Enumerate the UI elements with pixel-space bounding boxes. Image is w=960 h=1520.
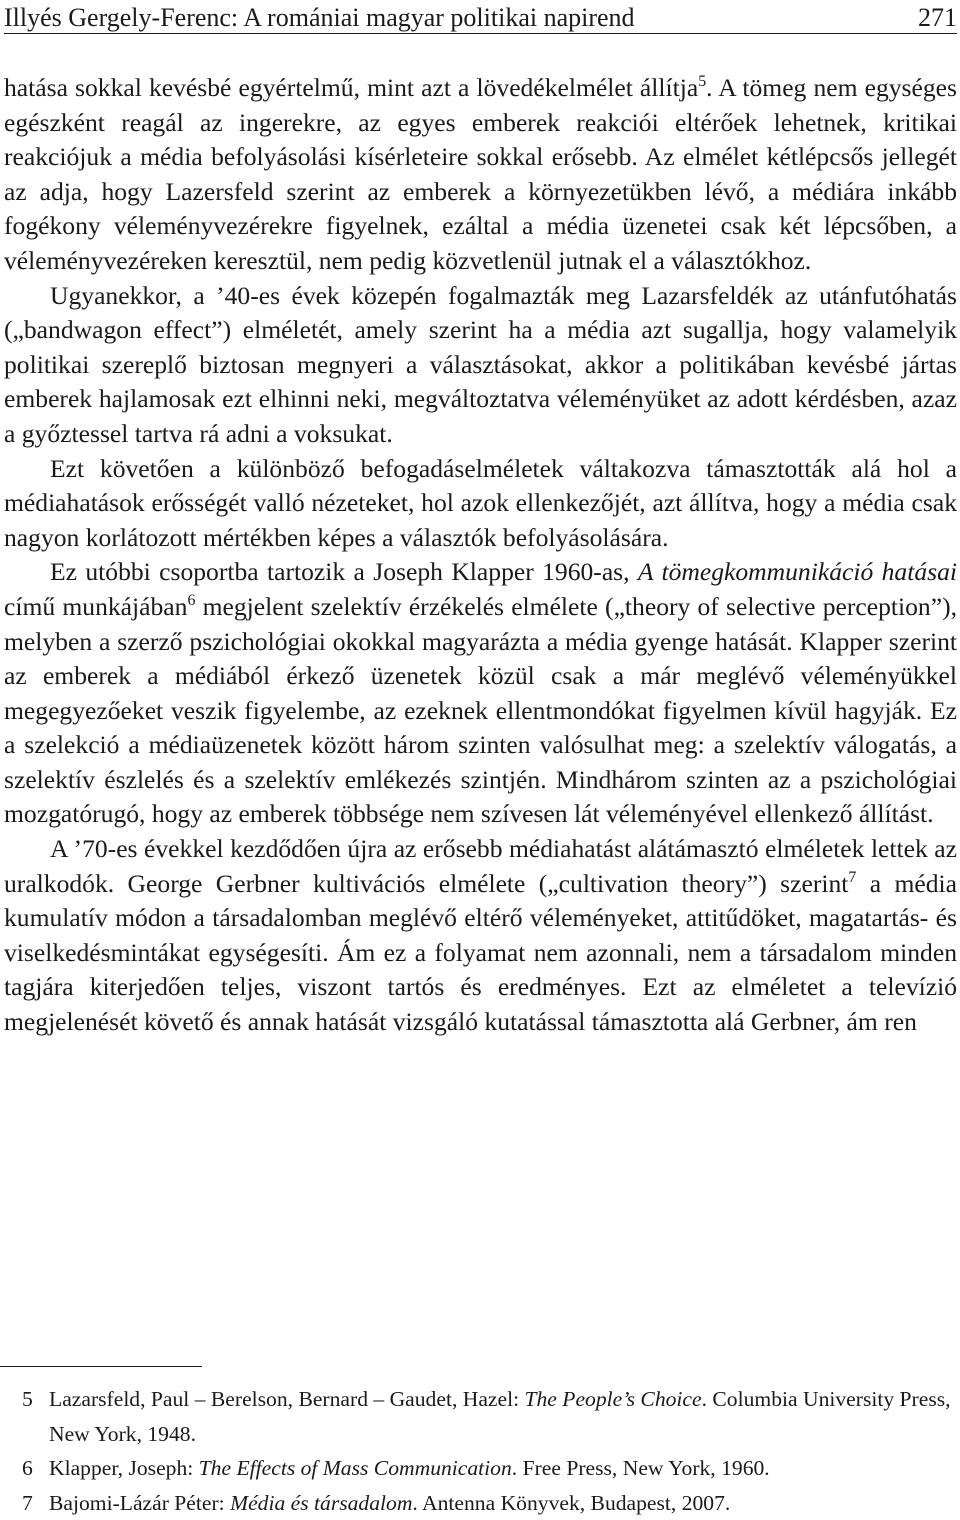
page-number: 271 [918,3,957,33]
footnote-ref: 5 [698,73,706,90]
footnote-number: 7 [0,1486,43,1520]
footnotes [0,1382,953,1520]
footnote-publisher: . Antenna Könyvek, Budapest, 2007. [412,1491,730,1515]
footnote-ref: 6 [187,592,195,609]
footnote-author: Lazarsfeld, Paul – Berelson, Bernard – Gaudet, Hazel: [49,1387,524,1411]
text-run: A ’70-es évekkel kezdődően újra az erősebb médiahatást alátámasztó elméletek lettek az uralkodók. George Gerbner kultivációs elmélete („cultivation theory”) szerint [4,834,957,898]
text-run: Ez utóbbi csoportba tartozik a Joseph Klapper 1960-as, [50,557,638,586]
text-run: megjelent szelektív érzékelés elmélete („theory of selective perception”), melyben a szerző pszichológiai okokkal magyarázta a média gyenge hatását. Klapper szerint az emberek a médiából érkező üzenetek közül csak a már meglévő véleményükkel megegyezőeket veszik figyelembe, az ezeknek ellentmondókat figyelmen kívül hagyják. Ez a szelekció a médiaüzenetek között három szinten valósulhat meg: a szelektív válogatás, a szelektív észlelés és a szelektív emlékezés szintjén. Mindhárom szinten az a pszichológiai mozgatórugó, hogy az emberek többsége nem szívesen lát véleményével ellenkező állítást. [4,592,957,829]
footnote-title: Média és társadalom [230,1491,412,1515]
paragraph-1 [4,71,957,279]
paragraph-2 [4,279,957,452]
paragraph-3 [4,452,957,556]
footnote-number: 5 [0,1382,43,1451]
text-run: . A tömeg nem egységes egészként reagál az ingerekre, az egyes emberek reakciói eltérőek lehetnek, kritikai reakciójuk a média befolyásolási kísérleteire sokkal erősebb. Az elmélet kétlépcsős jellegét az adja, hogy Lazersfeld szerint az emberek a környezetükben lévő, a médiára inkább fogékony véleményvezérekre figyelnek, ezáltal a média üzenetei csak két lépcsőben, a véleményvezéreken keresztül, nem pedig közvetlenül jutnak el a választókhoz. [4,73,957,275]
footnote-author: Klapper, Joseph: [49,1456,199,1480]
book-page [4,0,957,1040]
footnote-text [43,1451,953,1486]
paragraph-5 [4,832,957,1040]
body-text [4,71,957,1040]
text-run: Ugyanekkor, a ’40-es évek közepén fogalmazták meg Lazarsfeldék az utánfutóhatás („bandwagon effect”) elméletét, amely szerint ha a média azt sugallja, hogy valamelyik politikai szereplő biztosan megnyeri a választásokat, akkor a politikában kevésbé jártas emberek hajlamosak ezt elhinni neki, megváltoztatva véleményüket az adott kérdésben, azaz a győztessel tartva rá adni a voksukat. [4,281,957,448]
running-title: Illyés Gergely-Ferenc: A romániai magyar politikai napirend [4,3,635,33]
text-run: Ezt követően a különböző befogadáselméletek váltakozva támasztották alá hol a médiahatások erősségét valló nézeteket, hol azok ellenkezőjét, azt állítva, hogy a média csak nagyon korlátozott mértékben képes a választók befolyásolására. [4,454,957,552]
footnote-6 [0,1451,953,1486]
footnote-number: 6 [0,1451,43,1486]
footnote-ref: 7 [848,869,856,886]
footnote-separator [0,1366,202,1367]
text-run: a média kumulatív módon a társadalomban meglévő eltérő véleményeket, attitűdöket, magatartás- és viselkedésmintákat egységesíti. Ám ez a folyamat nem azonnali, nem a társadalom minden tagjára kiterjedően teljes, viszont tartós és eredményes. Ezt az elméletet a televízió megjelenését követő és annak hatását vizsgáló kutatással támasztotta alá Gerbner, ám ren [4,869,957,1036]
paragraph-4 [4,555,957,832]
footnote-author: Bajomi-Lázár Péter: [49,1491,230,1515]
running-head [4,0,957,34]
footnote-title: The People’s Choice [524,1387,701,1411]
footnote-title: The Effects of Mass Communication [199,1456,512,1480]
footnote-publisher: . Columbia University Press, New York, 1948. [49,1387,951,1446]
footnote-5 [0,1382,953,1451]
cited-title: A tömegkommunikáció hatásai [638,557,957,586]
footnote-publisher: . Free Press, New York, 1960. [512,1456,770,1480]
text-run: című munkájában [4,592,187,621]
footnote-text [43,1382,953,1451]
text-run: hatása sokkal kevésbé egyértelmű, mint azt a lövedékelmélet állítja [4,73,698,102]
